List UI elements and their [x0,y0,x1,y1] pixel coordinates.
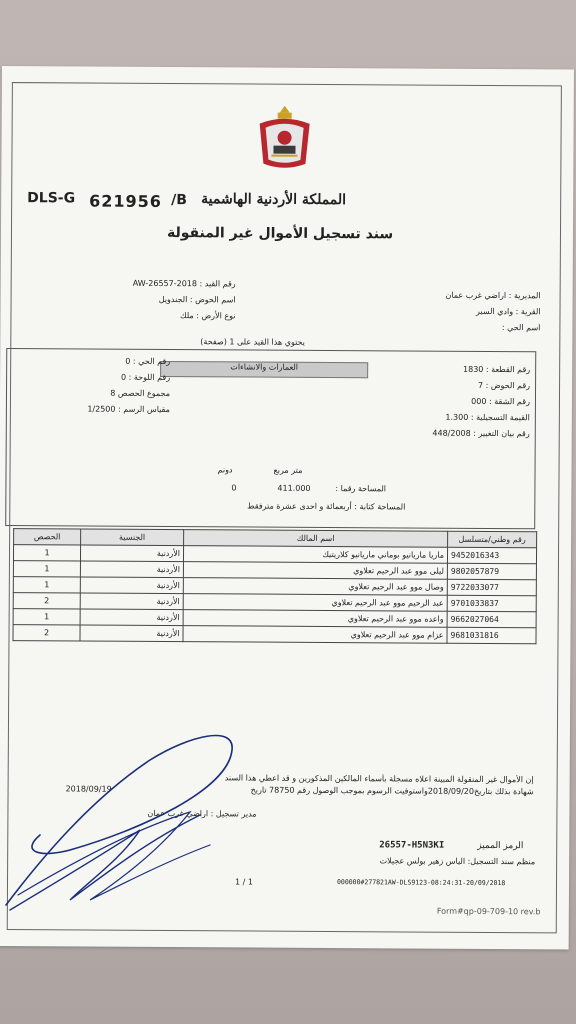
owner-national-id: 9722033077 [447,579,536,596]
owner-national-id: 9452016343 [447,547,536,564]
owner-nationality: الأردنية [80,577,183,594]
village-value: وادي السير [475,306,514,317]
owner-name: واعده موو عبد الرحيم تعلاوي [183,610,447,628]
parcel-number-value: 1830 [463,364,484,374]
certification-line-2: شهادة بذلك بتاريخ2018/09/20واستوفيت الرسوم بموجب الوصول رقم 78750 تاريخ [250,785,534,797]
header-nationality: الجنسية [81,529,184,546]
owner-name: عزام موو عبد الرحيم تعلاوي [183,626,447,644]
scale-label: مقياس الرسم : [118,404,170,415]
unique-code-label: الرمز المميز [477,840,524,852]
deed-paper [0,66,574,949]
neighborhood-row [400,322,540,332]
village-row [400,306,540,316]
owner-national-id: 9662027064 [447,611,536,628]
area-numeric-label: المساحة رقما : [335,484,387,494]
owner-name: ليلى موو عبد الرحيم تعلاوي [183,562,447,580]
apartment-number-label: رقم الشقة : [488,396,530,407]
unit-dunam: دونم [217,465,233,475]
area-written-row [181,501,405,511]
registration-value-label: القيمة التسجيلية : [470,412,530,423]
page-count: 1 / 1 [234,877,254,887]
header-national-id: رقم وطني/متسلسل [448,531,537,548]
district-number-label: رقم الحي : [132,356,171,367]
change-statement-label: رقم بيان التغيير : [473,428,530,439]
owner-share: 1 [13,561,80,577]
kingdom-name: المملكة الأردنية الهاشمية [201,191,347,209]
basin-number-row [390,380,530,390]
coat-of-arms-emblem [253,102,315,174]
entry-number-label: رقم القيد : [199,279,236,289]
neighborhood-label: اسم الحي : [501,323,541,333]
owner-national-id: 9802057879 [447,563,536,580]
area-sqm-value: 411.000 [277,483,311,493]
basin-name-label: اسم الحوض : [189,295,236,305]
owner-name: وصال موو عبد الرحيم تعلاوي [183,578,447,596]
serial-number: 621956 [89,191,163,211]
directorate-value: اراضي غرب عمان [445,290,507,301]
plate-number-row [70,372,170,382]
trace-code: 000000#277821AW-DLS9123-08:24:31-20/09/2018 [336,878,506,888]
director-signature-label: مدير تسجيل : اراضي غرب عمان [147,808,257,819]
area-written-label: المساحة كتابة : [354,502,406,512]
document-title: سند تسجيل الأموال غير المنقولة [166,225,394,243]
parcel-number-row [390,364,530,374]
change-statement-row [385,428,530,438]
owner-nationality: الأردنية [80,561,183,578]
header-share: الحصص [14,529,81,545]
owner-share: 2 [13,625,80,641]
form-number: Form#qp-09-709-10 rev.b [436,906,541,917]
basin-number-label: رقم الحوض : [485,380,531,391]
registration-value-row [390,412,530,422]
owner-share: 2 [13,593,80,609]
total-shares-row [50,388,170,398]
owner-nationality: الأردنية [80,545,183,562]
district-number-row [70,356,170,366]
area-dunam-value: 0 [231,483,237,493]
scale-value: 1/2500 [87,404,116,414]
owner-national-id: 9701033837 [447,595,536,612]
owner-nationality: الأردنية [80,609,183,626]
apartment-number-row [390,396,530,406]
apartment-number-value: 000 [471,396,487,406]
owner-name: عبد الرحيم موو عبد الرحيم تعلاوي [183,594,447,612]
land-type-row [150,311,235,321]
land-type-label: نوع الأرض : [196,311,236,321]
plate-number-value: 0 [120,372,127,382]
directorate-label: المديرية : [508,291,541,301]
owner-national-id: 9681031816 [447,627,536,644]
parcel-number-label: رقم القطعة : [485,364,531,375]
deed-organizer: منظم سند التسجيل: الياس زهير بولس عجيلات [379,856,536,867]
owner-share: 1 [13,577,80,593]
plate-number-label: رقم اللوحة : [128,372,171,383]
series-letter: /B [171,192,188,209]
area-written-value: أربعمائة و احدى عشرة مترفقط [247,501,352,512]
owner-share: 1 [13,609,80,625]
unique-code-value: 26557-H5N3KI [379,840,445,851]
document-code-prefix: DLS-G [27,190,76,207]
owner-row [13,625,536,644]
total-shares-value: 8 [110,388,116,398]
structures-bar [160,361,368,378]
scale-row [40,404,170,414]
village-label: القرية : [515,307,541,317]
directorate-row [401,290,541,300]
district-number-value: 0 [125,356,131,366]
owner-nationality: الأردنية [80,593,183,610]
header-owner-name: اسم المالك [184,530,448,548]
certification-line-1: إن الأموال غير المنقولة المبينة اعلاه مسجلة بأسماء المالكين المذكورين و قد اعطي هذا السند [224,773,534,785]
total-shares-label: مجموع الحصص [117,388,171,399]
owner-name: ماريا ماريانيو بوماني ماريانيو كلاريتيك [183,546,447,564]
certification-date: 2018/09/19 [65,784,112,794]
basin-name-row [111,295,236,305]
basin-name-value: الجندويل [158,294,188,305]
land-type-value: ملك [179,311,194,321]
entry-number-value: 2018-AW-26557 [132,278,198,289]
registration-value-value: 1.300 [445,412,469,422]
owner-nationality: الأردنية [80,625,183,642]
pages-note: يحتوي هذا القيد على 1 (صفحة) [200,337,305,347]
entry-number-row [96,279,236,289]
basin-number-value: 7 [477,380,484,390]
owners-table [12,528,537,644]
unit-sqm: متر مربع [273,465,303,475]
change-statement-value: 448/2008 [432,428,471,438]
owner-share: 1 [13,545,80,561]
structures-label: العمارات والانشاءات [230,362,299,372]
